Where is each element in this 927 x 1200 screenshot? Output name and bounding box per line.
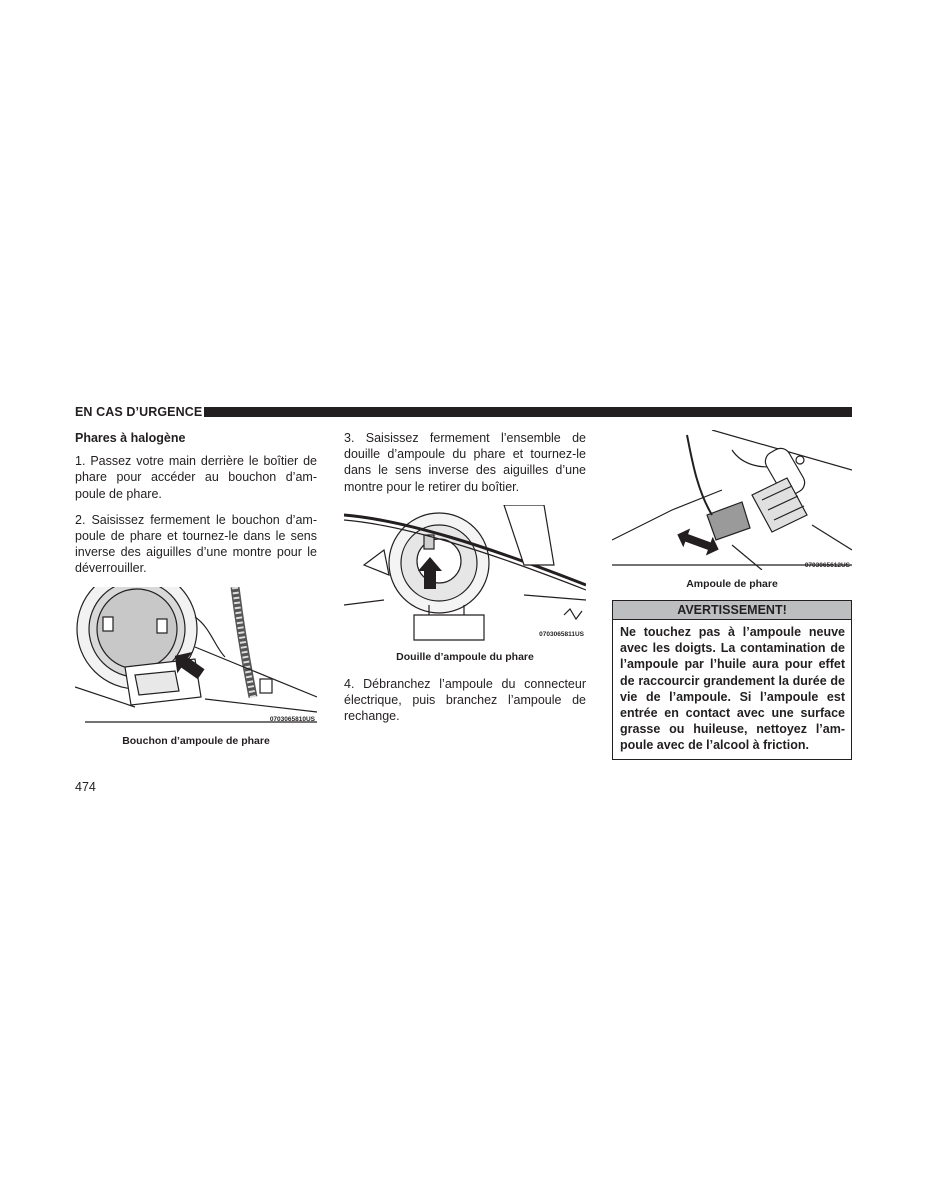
bulb-illustration [612,430,852,570]
page-number: 474 [75,780,96,794]
figure-caption: Bouchon d’ampoule de phare [122,734,270,747]
step-1-text: 1. Passez votre main derrière le boîtier de phare pour accéder au bouchon d’am-poule de phare. [75,454,317,501]
step-2-text: 2. Saisissez fermement le bouchon d’am-poule de phare et tournez-le dans le sens inverse des aiguilles d’une montre pour le déverrouiller. [75,512,317,576]
bulb-socket-illustration [344,505,586,643]
figure-caption: Douille d’ampoule du phare [396,650,534,663]
column-1 [75,430,317,749]
figure-caption: Ampoule de phare [686,578,778,590]
figure-code: 0703065612US [804,562,850,569]
warning-text: Ne touchez pas à l’ampoule neuve avec les doigts. La contamination de l’ampoule par l’huile aura pour effet de raccourcir grandement la durée de vie de l’ampoule. Si l’ampoule est entrée en contact avec une surface grasse ou huileuse, nettoyez l’am-poule avec de l’alcool à friction. [620,625,845,753]
figure-code: 0703065810US [269,715,315,723]
section-header: EN CAS D’URGENCE [75,405,203,419]
column-2 [344,430,586,735]
figure-bulb-socket [344,505,586,643]
figure-bulb [612,430,852,570]
figure-code: 0703065811US [539,630,584,638]
step-4-text: 4. Débranchez l’ampoule du connecteur électrique, puis branchez l’ampoule de rechange. [344,677,586,724]
bulb-cap-illustration [75,587,317,727]
section-heading: Phares à halogène [75,431,186,445]
warning-box [612,600,852,760]
column-3 [612,430,852,592]
step-3-text: 3. Saisissez fermement l’ensemble de douille d’ampoule du phare et tournez-le dans le sens inverse des aiguilles d’une montre pour le retirer du boîtier. [344,431,586,494]
figure-bulb-cap [75,587,317,727]
section-header-bar [204,407,852,417]
warning-title: AVERTISSEMENT! [613,601,851,620]
